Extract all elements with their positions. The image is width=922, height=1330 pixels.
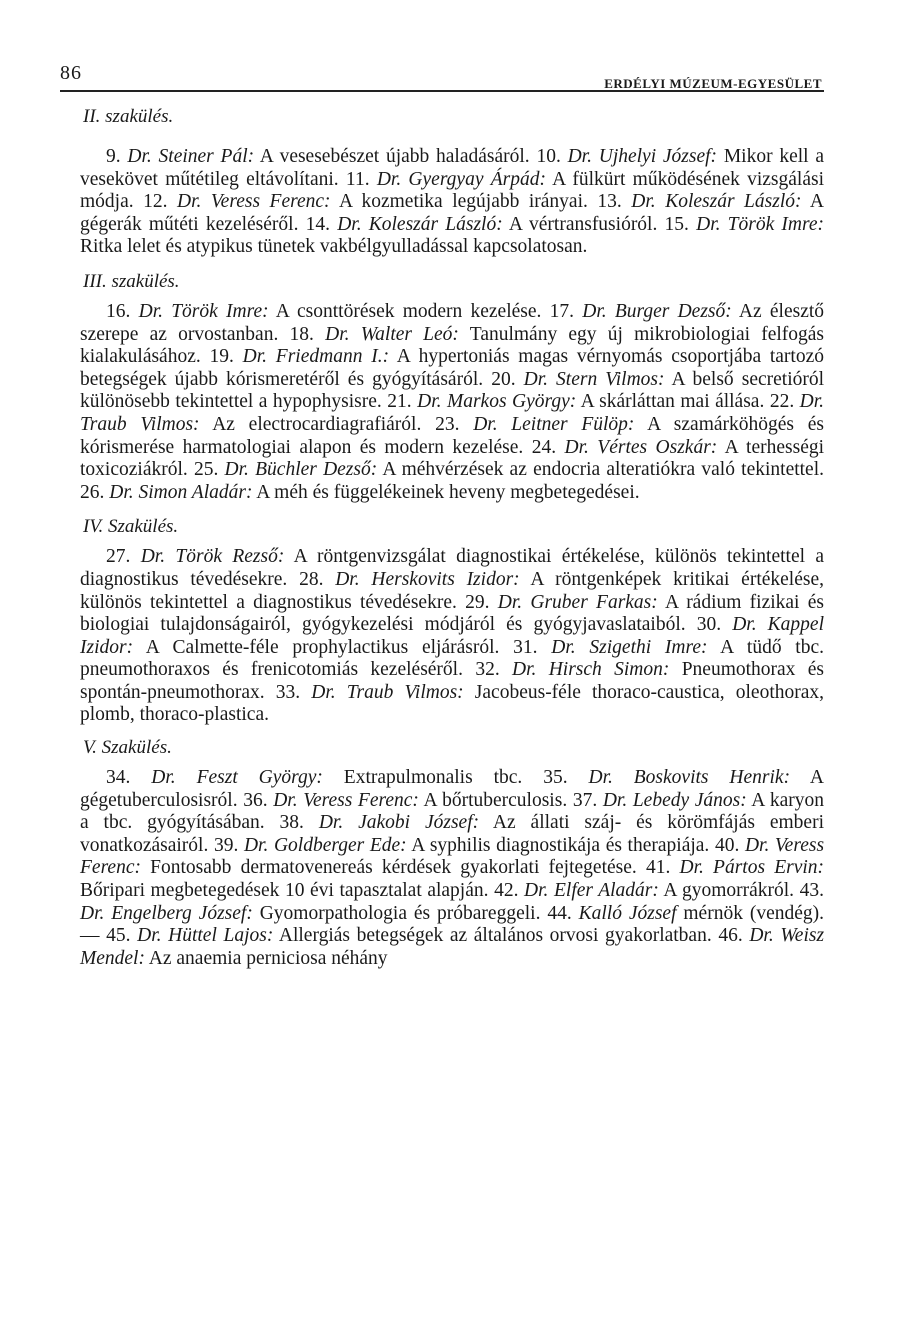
entry-title: Bőripari megbetegedések 10 évi tapasztalat alapján. (80, 880, 489, 902)
entry-number: 11. (345, 168, 370, 190)
section (80, 737, 824, 970)
lecture-entry (106, 925, 712, 946)
entry-number: 9. (106, 146, 121, 167)
entry-title: A hypertoniás magas vérnyomás csoportjába tartozó betegségek újabb kórismeretéről és gyógyításáról. (80, 346, 824, 390)
entry-author: Dr. Szigethi Imre: (551, 636, 708, 658)
entry-title: A fülkürt működésének vizsgálási módja. (80, 168, 825, 213)
entry-number: 27. (106, 546, 131, 568)
entry-title: Mikor kell a vesekövet műtétileg eltávolítani. (80, 146, 824, 190)
entry-author: Dr. Traub Vilmos: (80, 391, 825, 435)
entry-author: Dr. Simon Aladár: (109, 481, 253, 503)
entry-title: A szamárköhögés és kórismerése harmatologiai alapon és modern kezelése. (80, 413, 824, 458)
section-text (80, 767, 824, 970)
entry-number: 28. (299, 568, 324, 590)
entry-author: Dr. Kappel Izidor: (80, 614, 825, 658)
entry-author: Dr. Török Rezső: (140, 546, 285, 568)
entry-author: Dr. Leitner Fülöp: (473, 413, 635, 435)
entry-title: A csonttörések modern kezelése. (275, 300, 542, 322)
entry-author: Dr. Hüttel Lajos: (137, 925, 274, 947)
entry-number: 41. (645, 857, 671, 879)
entry-author: Dr. Veress Ferenc: (80, 834, 825, 879)
entry-title: A méh és függelékeinek heveny megbetegedései. (256, 481, 640, 503)
entry-title: Tanulmány egy új mikrobiologiai felfogás kialakulásához. (80, 323, 825, 368)
entry-author: Dr. Gyergyay Árpád: (376, 168, 546, 190)
document-page (60, 60, 825, 970)
entry-title: Az élesztő szerepe az orvostanban. (80, 300, 825, 345)
lecture-entry (194, 459, 824, 480)
entry-number: 13. (597, 191, 622, 213)
section-text (80, 546, 824, 727)
entry-author: Dr. Koleszár László: (631, 191, 802, 213)
section-heading: IV. Szakülés. (83, 516, 179, 538)
running-head (60, 60, 824, 92)
entry-author: Dr. Engelberg József: (80, 902, 253, 924)
entry-author: Dr. Török Imre: (138, 300, 269, 322)
entry-number: 45. (106, 925, 131, 947)
entry-title: Ritka lelet és atypikus tünetek vakbélgyulladással kapcsolatosan. (80, 236, 588, 258)
entry-title: A terhességi toxicoziákról. (80, 436, 825, 481)
entry-author: Dr. Elfer Aladár: (524, 880, 659, 902)
entry-title: A belső secretióról különösebb tekintettel a hypophysisre. (80, 368, 825, 413)
entry-title: A tüdő tbc. pneumothoraxos és frenicotomiás kezeléséről. (80, 636, 825, 681)
entry-title: A méhvérzések az endocria alteratiókra való tekintettel. (382, 459, 825, 481)
entry-title: A gégetuberculosisról. (80, 767, 824, 811)
entry-number: 21. (387, 391, 412, 413)
entry-author: Dr. Veress Ferenc: (177, 191, 331, 213)
lecture-entry (106, 146, 530, 167)
entry-number: 25. (193, 459, 219, 481)
entry-number: 12. (143, 191, 168, 213)
entry-author: Dr. Boskovits Henrik: (588, 767, 791, 789)
lecture-entry (494, 880, 794, 901)
entry-author: Dr. Walter Leó: (325, 323, 459, 345)
entry-author: Dr. Jakobi József: (318, 812, 480, 834)
entry-author: Dr. Gruber Farkas: (497, 591, 658, 613)
journal-title: ERDÉLYI MÚZEUM-EGYESÜLET (604, 76, 822, 91)
entry-author: Dr. Büchler Dezső: (224, 459, 378, 481)
entry-title: Az electrocardiagrafiáról. (212, 413, 422, 435)
lecture-entry (387, 391, 764, 412)
entry-author: Dr. Steiner Pál: (127, 146, 255, 167)
entry-title: mérnök (vendég). — (80, 902, 825, 947)
entry-number: 34. (106, 767, 131, 789)
entry-title: Jacobeus-féle thoraco-caustica, oleothorax, plomb, thoraco-plastica. (80, 681, 825, 726)
entry-title: A röntgenvizsgálat diagnostikai értékelése, különös tekintettel a diagnostikus tévedésekre. (80, 546, 824, 590)
entry-number: 38. (279, 812, 304, 834)
entry-author: Dr. Vértes Oszkár: (564, 436, 718, 458)
section (80, 106, 824, 259)
entry-title: A kozmetika legújabb irányai. (338, 191, 588, 213)
page-number: 86 (60, 62, 82, 84)
entry-author: Dr. Friedmann I.: (242, 346, 390, 368)
entry-author: Dr. Herskovits Izidor: (335, 568, 520, 590)
lecture-entry (143, 191, 588, 212)
entry-title: A skárláttan mai állása. (580, 391, 765, 413)
entry-author: Dr. Koleszár László: (337, 213, 503, 235)
entry-number: 15. (664, 213, 689, 235)
entry-author: Kalló József (578, 902, 677, 924)
entry-author: Dr. Goldberger Ede: (243, 834, 407, 856)
entry-title: Az anaemia perniciosa néhány (148, 947, 388, 969)
entry-number: 22. (769, 391, 795, 413)
entry-number: 16. (106, 300, 131, 322)
entry-title: A gyomorrákról. (663, 880, 795, 902)
entry-author: Dr. Traub Vilmos: (311, 681, 464, 703)
lecture-entry (214, 835, 709, 856)
section (80, 516, 824, 727)
entry-author: Dr. Stern Vilmos: (523, 368, 665, 390)
section-heading: V. Szakülés. (83, 737, 172, 759)
entry-number: 20. (491, 368, 516, 390)
entry-number: 29. (465, 591, 490, 613)
entry-author: Dr. Hirsch Simon: (512, 659, 670, 681)
entry-title: Fontosabb dermatovenereás kérdések gyakorlati fejtegetése. (150, 857, 637, 879)
entry-title: Allergiás betegségek az általános orvosi gyakorlatban. (278, 925, 712, 947)
entry-number: 31. (513, 636, 538, 658)
section-text (80, 301, 824, 504)
entry-title: A karyon a tbc. gyógyításában. (80, 789, 825, 834)
lecture-entry (106, 767, 522, 788)
entry-number: 24. (531, 436, 557, 458)
entry-author: Dr. Lebedy János: (602, 789, 747, 811)
entry-title: Pneumothorax és spontán-pneumothorax. (80, 659, 825, 703)
section-heading: II. szakülés. (83, 106, 174, 127)
entry-number: 35. (543, 767, 568, 789)
entry-number: 33. (275, 681, 301, 703)
entry-author: Dr. Pártos Ervin: (679, 857, 825, 879)
entry-number: 10. (536, 146, 561, 167)
entry-title: A gégerák műtéti kezeléséről. (80, 191, 825, 235)
entry-author: Dr. Weisz Mendel: (80, 925, 825, 969)
entry-number: 14. (305, 213, 331, 235)
entry-number: 36. (243, 789, 268, 811)
entry-title: A röntgenképek kritikai értékelése, különös tekintettel a diagnostikus tévedésekre. (80, 568, 824, 613)
entry-title: Gyomorpathologia és próbareggeli. (259, 902, 541, 924)
entry-number: 40. (714, 834, 740, 856)
lecture-entry (306, 214, 658, 235)
entry-number: 32. (475, 659, 500, 681)
entry-number: 26. (80, 481, 105, 503)
lecture-entry (106, 301, 541, 322)
section-text (80, 146, 824, 259)
entry-title: A syphilis diagnostikája és therapiája. (411, 834, 710, 856)
entry-title: A vértransfusióról. (508, 213, 658, 235)
entry-number: 18. (289, 323, 314, 345)
entry-number: 30. (696, 614, 722, 636)
entry-author: Dr. Veress Ferenc: (273, 789, 419, 811)
entry-number: 17. (549, 300, 575, 322)
lecture-entry (243, 790, 567, 811)
entry-title: A vesesebészet újabb haladásáról. (259, 146, 530, 167)
entry-number: 39. (213, 834, 239, 856)
entry-number: 43. (799, 880, 825, 902)
lecture-entry (80, 482, 640, 503)
entry-author: Dr. Burger Dezső: (582, 300, 732, 322)
entry-number: 44. (547, 902, 572, 924)
entry-number: 23. (435, 413, 460, 435)
entry-number: 37. (572, 789, 598, 811)
entry-number: 46. (718, 925, 743, 947)
entry-number: 42. (494, 880, 519, 902)
section-heading: III. szakülés. (83, 270, 180, 292)
entry-title: Az állati száj- és körömfájás emberi vonatkozásairól. (80, 812, 824, 856)
entry-author: Dr. Török Imre: (696, 213, 825, 235)
section (80, 271, 824, 504)
entry-author: Dr. Markos György: (417, 391, 577, 413)
entry-title: A rádium fizikai és biologiai tulajdonságairól, gyógykezelési módjáról és gyógyjavaslataiból. (80, 591, 824, 636)
entry-author: Dr. Feszt György: (151, 767, 323, 789)
entry-title: A Calmette-féle prophylactikus eljárásról. (145, 636, 500, 658)
entry-number: 19. (209, 346, 234, 368)
entry-author: Dr. Ujhelyi József: (567, 146, 718, 167)
entry-title: Extrapulmonalis tbc. (343, 767, 523, 789)
entry-title: A bőrtuberculosis. (423, 789, 568, 811)
